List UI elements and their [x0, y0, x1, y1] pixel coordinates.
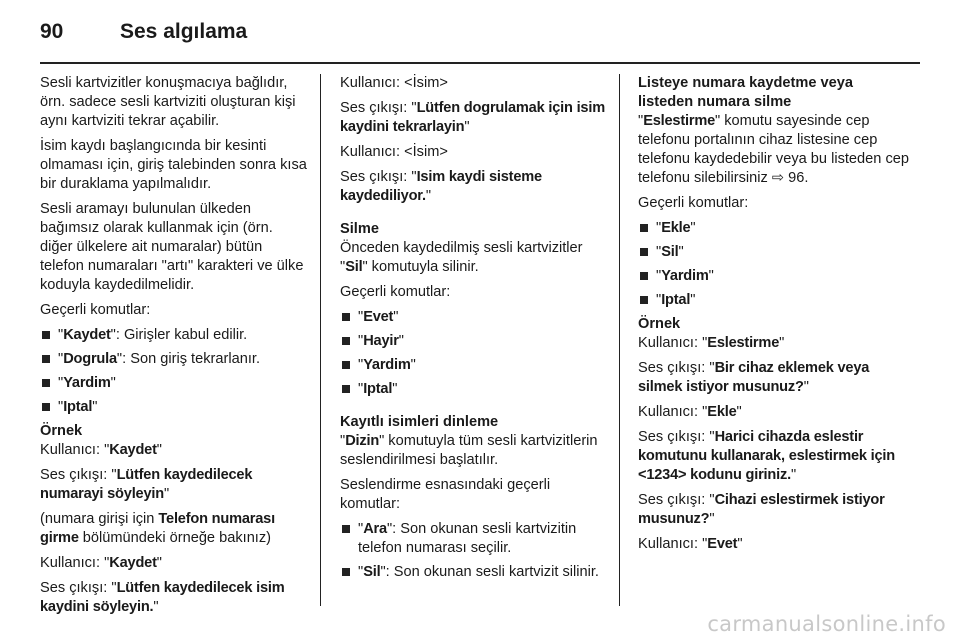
command-keyword: Dizin [345, 433, 380, 449]
dialog-text: Cihazi eslestirmek istiyor musunuz? [638, 492, 885, 527]
page-number: 90 [40, 20, 64, 43]
watermark: carmanualsonline.info [707, 612, 946, 636]
command-keyword: Eslestirme [643, 113, 716, 129]
list-item: "Kaydet": Girişler kabul edilir. [40, 326, 308, 345]
paragraph: Sesli aramayı bulunulan ülkeden bağımsız olarak kullanmak için (örn. diğer ülkelere ait numaralar) bütün telefon numaraları "artı" karakteri ve ülke koduyla kaydedilmelidir. [40, 201, 304, 293]
dialog-line: Kullanıcı: "Evet" [638, 536, 743, 552]
speaker-label: Ses çıkışı: [40, 580, 112, 596]
list-item: "Sil" [638, 243, 910, 262]
dialog-line: Kullanıcı: "Kaydet" [40, 555, 162, 571]
dialog-line: Kullanıcı: "Eslestirme" [638, 335, 785, 351]
list-item: "Yardim" [638, 267, 910, 286]
speaker-label: Ses çıkışı: [638, 492, 710, 508]
paragraph-text: " komutuyla silinir. [362, 259, 479, 275]
command-keyword: Kaydet [63, 327, 111, 343]
section-heading: Listeye numara kaydetme veya listeden numara silme [638, 75, 853, 110]
example-heading: Örnek [638, 316, 681, 332]
dialog-line: Ses çıkışı: "Harici cihazda eslestir komutunu kullanarak, eslestirmek için <1234> kodunu giriniz." [638, 429, 896, 483]
list-item: "Hayir" [340, 332, 610, 351]
page-reference: 96. [788, 170, 809, 186]
section-heading: Kayıtlı isimleri dinleme [340, 414, 499, 430]
speaker-label: Ses çıkışı: [340, 169, 412, 185]
dialog-line: Ses çıkışı: "Bir cihaz eklemek veya silmek istiyor musunuz?" [638, 360, 870, 395]
command-keyword: Dogrula [63, 351, 117, 367]
dialog-line: Kullanıcı: <İsim> [340, 75, 448, 91]
command-keyword: Yardim [363, 357, 411, 373]
command-keyword: Hayir [363, 333, 399, 349]
speaker-label: Ses çıkışı: [638, 429, 710, 445]
dialog-line: Kullanıcı: "Ekle" [638, 404, 742, 420]
paragraph: İsim kaydı başlangıcında bir kesinti olmaması için, giriş talebinden sonra kısa bir duraklama yapılmalıdır. [40, 138, 307, 192]
speaker-label: Ses çıkışı: [40, 467, 112, 483]
paragraph: Sesli kartvizitler konuşmacıya bağlıdır, örn. sadece sesli kartviziti oluşturan kişi aynı kartviziti tekrar açabilir. [40, 75, 296, 129]
dialog-text: Lütfen kaydedilecek numarayi söyleyin [40, 467, 253, 502]
dialog-text: Kaydet [109, 555, 157, 571]
dialog-text: Eslestirme [707, 335, 780, 351]
dialog-line: Kullanıcı: "Kaydet" [40, 442, 162, 458]
column-left [40, 74, 308, 623]
command-description: : Son okunan sesli kartvizitin telefon numarası seçilir. [358, 521, 577, 556]
commands-label: Geçerli komutlar: [638, 195, 749, 211]
dialog-line: Ses çıkışı: "Isim kaydi sisteme kaydediliyor." [340, 169, 542, 204]
command-keyword: Sil [363, 564, 381, 580]
dialog-text: Evet [707, 536, 738, 552]
paragraph-text: " komutu sayesinde cep telefonu portalının cihaz listesine cep telefonu kaydedebilir veya bu listeden cep telefonu silebilirsiniz [638, 113, 909, 186]
list-item: "Iptal" [638, 291, 910, 310]
example-heading: Örnek [40, 423, 83, 439]
dialog-text: Ekle [707, 404, 737, 420]
dialog-line: Ses çıkışı: "Lütfen kaydedilecek isim kaydini söyleyin." [40, 580, 285, 615]
command-keyword: Iptal [363, 381, 393, 397]
note [40, 510, 308, 548]
dialog-text: Lütfen kaydedilecek isim kaydini söyleyin. [40, 580, 285, 615]
speaker-label: Kullanıcı: [40, 442, 105, 458]
command-keyword: Sil [345, 259, 363, 275]
dialog-text: Bir cihaz eklemek veya silmek istiyor musunuz? [638, 360, 870, 395]
command-keyword: Yardim [63, 375, 111, 391]
dialog-text: Kaydet [109, 442, 157, 458]
speaker-label: Kullanıcı: [638, 404, 703, 420]
list-item: "Dogrula": Son giriş tekrarlanır. [40, 350, 308, 369]
speaker-label: Ses çıkışı: [340, 100, 412, 116]
list-item: "Ara": Son okunan sesli kartvizitin telefon numarası seçilir. [340, 520, 610, 558]
column-middle [340, 74, 610, 587]
list-item: "Iptal" [340, 380, 610, 399]
column-divider [619, 74, 620, 606]
paragraph-text: " komutuyla tüm sesli kartvizitlerin seslendirilmesi başlatılır. [340, 433, 598, 468]
column-right [638, 74, 910, 560]
dialog-line: Ses çıkışı: "Lütfen kaydedilecek numarayi söyleyin" [40, 467, 253, 502]
command-description: : Son okunan sesli kartvizit silinir. [385, 564, 599, 580]
section-heading: Silme [340, 221, 379, 237]
command-keyword: Ekle [661, 220, 691, 236]
command-keyword: Ara [363, 521, 387, 537]
list-item: "Sil": Son okunan sesli kartvizit silinir. [340, 563, 610, 582]
column-divider [320, 74, 321, 606]
dialog-text: Isim kaydi sisteme kaydediliyor. [340, 169, 542, 204]
speaker-label: Kullanıcı: [40, 555, 105, 571]
dialog-line: Kullanıcı: <İsim> [340, 144, 448, 160]
paragraph-text: Önceden kaydedilmiş sesli kartvizitler " [340, 240, 583, 275]
page-header [40, 18, 920, 58]
commands-label: Seslendirme esnasındaki geçerli komutlar: [340, 477, 551, 512]
paragraph: "Eslestirme" komutu sayesinde cep telefonu portalının cihaz listesine cep telefonu kaydedebilir veya bu listeden cep telefonu silebilirsiniz ⇨ 96. [638, 113, 909, 186]
note-text: bölümündeki örneğe bakınız) [78, 530, 272, 546]
commands-label: Geçerli komutlar: [40, 302, 151, 318]
list-item: "Yardim" [340, 356, 610, 375]
dialog-text: Lütfen dogrulamak için isim kaydini tekrarlayin [340, 100, 605, 135]
dialog-text: Harici cihazda eslestir komutunu kullanarak, eslestirmek için <1234> kodunu giriniz. [638, 429, 896, 483]
speaker-label: Kullanıcı: [638, 536, 703, 552]
note-text: (numara girişi için [40, 511, 159, 527]
speaker-label: Kullanıcı: [638, 335, 703, 351]
paragraph [340, 239, 610, 277]
list-item: "Yardim" [40, 374, 308, 393]
command-description: : Girişler kabul edilir. [115, 327, 248, 343]
command-keyword: Evet [363, 309, 394, 325]
dialog-line: Ses çıkışı: "Cihazi eslestirmek istiyor musunuz?" [638, 492, 885, 527]
paragraph: "Dizin" komutuyla tüm sesli kartvizitlerin seslendirilmesi başlatılır. [340, 433, 598, 468]
command-description: : Son giriş tekrarlanır. [122, 351, 260, 367]
command-keyword: Yardim [661, 268, 709, 284]
note-reference: Telefon numarası girme [40, 511, 275, 546]
command-keyword: Iptal [63, 399, 93, 415]
command-keyword: Sil [661, 244, 679, 260]
header-rule [40, 62, 920, 64]
dialog-line: Ses çıkışı: "Lütfen dogrulamak için isim kaydini tekrarlayin" [340, 100, 605, 135]
page-reference-arrow-icon: ⇨ [771, 170, 785, 186]
commands-label: Geçerli komutlar: [340, 284, 451, 300]
speaker-label: Ses çıkışı: [638, 360, 710, 376]
list-item: "Iptal" [40, 398, 308, 417]
list-item: "Ekle" [638, 219, 910, 238]
list-item: "Evet" [340, 308, 610, 327]
page-title: Ses algılama [120, 20, 248, 43]
command-keyword: Iptal [661, 292, 691, 308]
